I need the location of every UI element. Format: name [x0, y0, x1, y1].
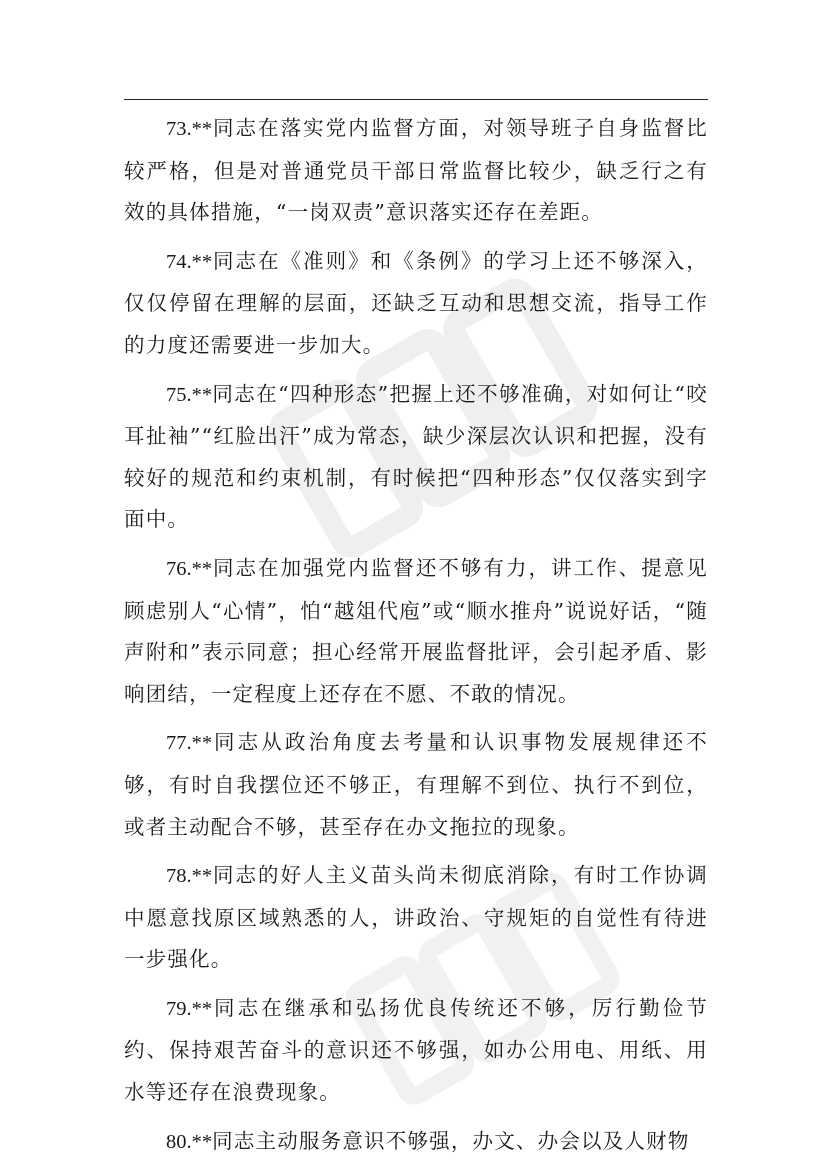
- paragraph-number: 76.**: [166, 557, 213, 580]
- document-body: [124, 108, 708, 1170]
- paragraph-76: [124, 548, 708, 715]
- paragraph-number: 74.**: [166, 250, 213, 273]
- paragraph-number: 78.**: [166, 865, 213, 888]
- paragraph-77: [124, 722, 708, 848]
- paragraph-number: 77.**: [166, 732, 213, 755]
- paragraph-75: [124, 374, 708, 541]
- paragraph-text: 同志在继承和弘扬优良传统还不够，厉行勤俭节约、保持艰苦奋斗的意识还不够强，如办公用电、用纸、用水等还存在浪费现象。: [124, 995, 708, 1105]
- paragraph-number: 79.**: [166, 997, 213, 1020]
- paragraph-number: 75.**: [166, 383, 213, 406]
- paragraph-79: [124, 988, 708, 1114]
- paragraph-text: 同志的好人主义苗头尚未彻底消除，有时工作协调中愿意找原区域熟悉的人，讲政治、守规矩的自觉性有待进一步强化。: [124, 863, 708, 972]
- paragraph-73: [124, 108, 708, 234]
- paragraph-text: 同志主动服务意识不够强，办文、办会以及人财物: [212, 1128, 690, 1153]
- paragraph-number: 73.**: [166, 118, 213, 140]
- paragraph-78: [124, 855, 708, 981]
- paragraph-text: 同志从政治角度去考量和认识事物发展规律还不够，有时自我摆位还不够正，有理解不到位、执行不到位，或者主动配合不够，甚至存在办文拖拉的现象。: [124, 730, 708, 839]
- paragraph-number: 80.**: [166, 1130, 213, 1153]
- paragraph-80: [124, 1121, 708, 1164]
- header-rule: [124, 99, 708, 100]
- paragraph-text: 同志在《准则》和《条例》的学习上还不够深入，仅仅停留在理解的层面，还缺乏互动和思想交流，指导工作的力度还需要进一步加大。: [124, 248, 708, 357]
- paragraph-74: [124, 241, 708, 367]
- paragraph-text: 同志在“四种形态”把握上还不够准确，对如何让“咬耳扯袖”“红脸出汗”成为常态，缺少深层次认识和把握，没有较好的规范和约束机制，有时候把“四种形态”仅仅落实到字面中。: [124, 381, 708, 532]
- paragraph-text: 同志在加强党内监督还不够有力，讲工作、提意见顾虑别人“心情”，怕“越俎代庖”或“顺水推舟”说说好话，“随声附和”表示同意；担心经常开展监督批评，会引起矛盾、影响团结，一定程度上还存在不愿、不敢的情况。: [124, 555, 708, 706]
- paragraph-text: 同志在落实党内监督方面，对领导班子自身监督比较严格，但是对普通党员干部日常监督比较少，缺乏行之有效的具体措施，“一岗双责”意识落实还存在差距。: [124, 116, 708, 225]
